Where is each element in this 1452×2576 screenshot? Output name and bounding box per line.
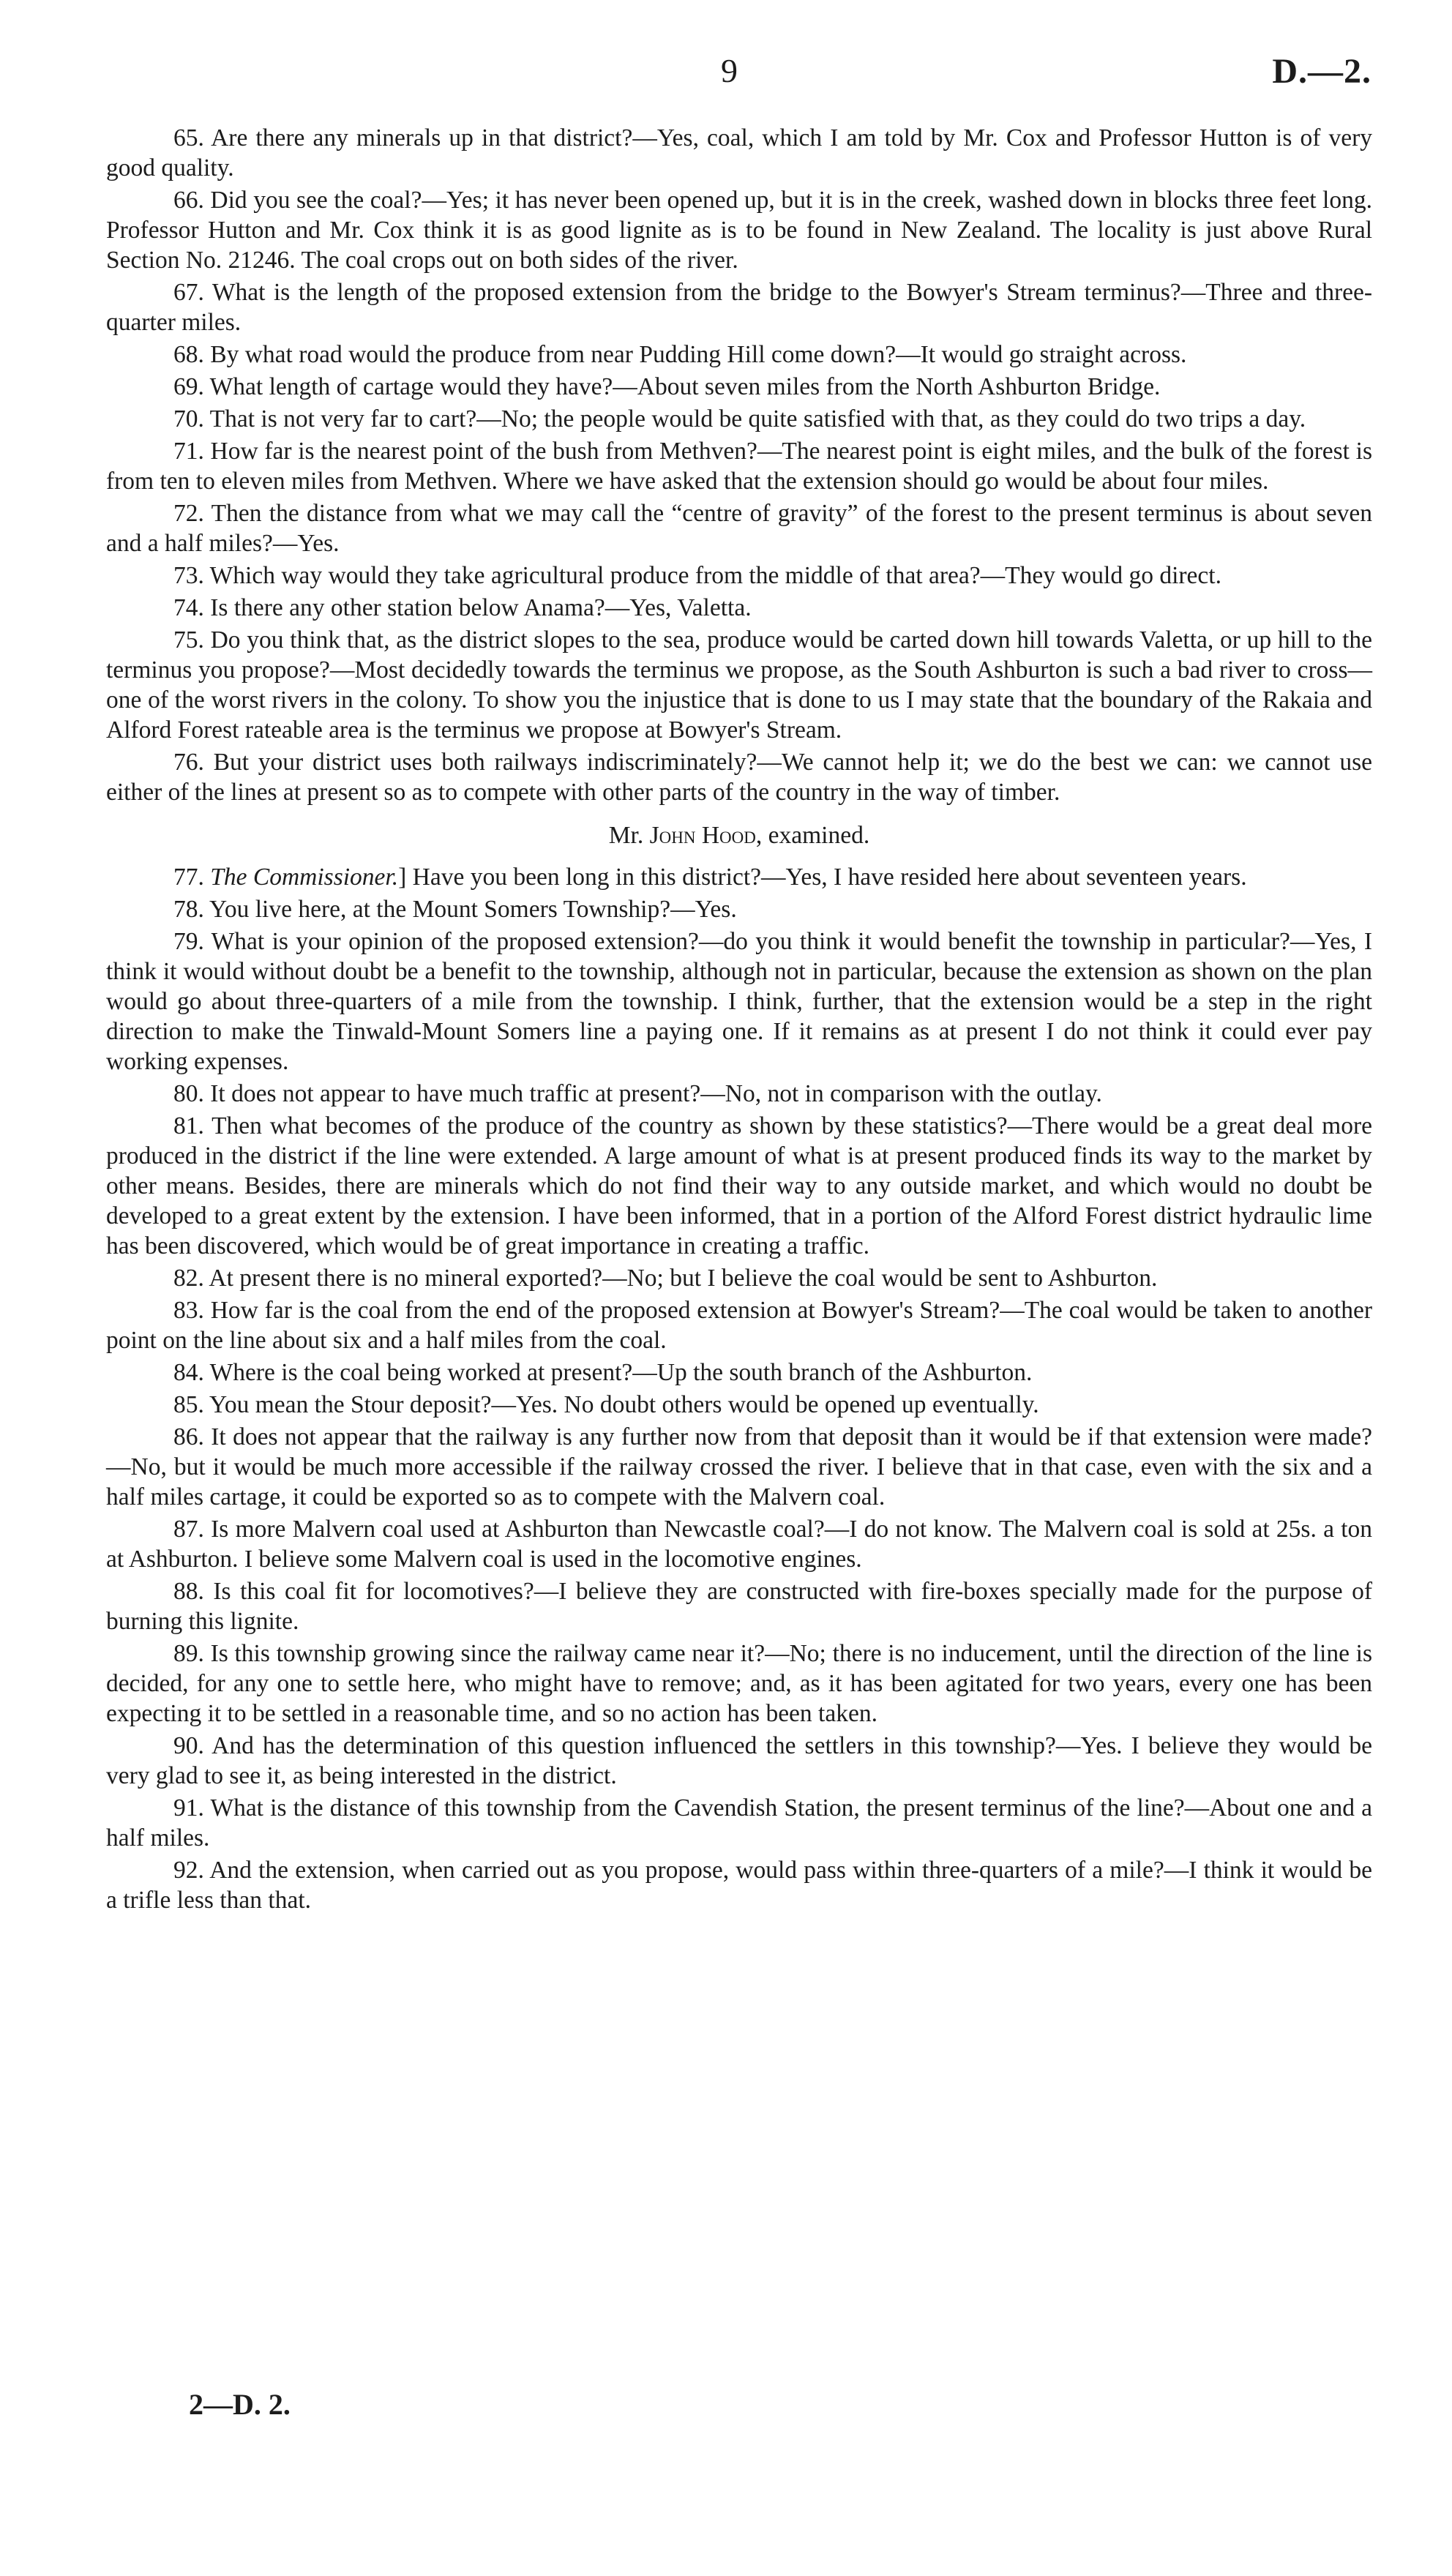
paragraphs-part-2 <box>106 894 1372 1915</box>
question-paragraph: 72. Then the distance from what we may call the “centre of gravity” of the forest to the present terminus is about seven and a half miles?—Yes. <box>106 500 1372 557</box>
q77-number: 77. <box>173 864 211 891</box>
question-paragraph: 78. You live here, at the Mount Somers Township?—Yes. <box>173 896 737 923</box>
paragraphs-part-1 <box>106 123 1372 807</box>
question-paragraph: 87. Is more Malvern coal used at Ashburton than Newcastle coal?—I do not know. The Malvern coal is sold at 25s. a ton at Ashburton. I believe some Malvern coal is used in the locomotive engines. <box>106 1516 1372 1573</box>
question-paragraph: 84. Where is the coal being worked at present?—Up the south branch of the Ashburton. <box>173 1359 1033 1386</box>
question-paragraph: 67. What is the length of the proposed extension from the bridge to the Bowyer's Stream terminus?—Three and three-quarter miles. <box>106 279 1372 336</box>
witness-name: John Hood <box>649 822 756 849</box>
paragraph-q77 <box>106 862 1372 892</box>
question-paragraph: 66. Did you see the coal?—Yes; it has never been opened up, but it is in the creek, washed down in blocks three feet long. Professor Hutton and Mr. Cox think it is as good lignite as is to be found in New Zealand. The locality is just above Rural Section No. 21246. The coal crops out on both sides of the river. <box>106 187 1372 274</box>
question-paragraph: 90. And has the determination of this question influenced the settlers in this township?—Yes. I believe they would be very glad to see it, as being interested in the district. <box>106 1732 1372 1789</box>
question-paragraph: 71. How far is the nearest point of the bush from Methven?—The nearest point is eight miles, and the bulk of the forest is from ten to eleven miles from Methven. Where we have asked that the extension should go would be about four miles. <box>106 438 1372 495</box>
question-paragraph: 89. Is this township growing since the railway came near it?—No; there is no inducement, until the direction of the line is decided, for any one to settle here, who might have to remove; and, as it has been agitated for two years, every one has been expecting it to be settled in a reasonable time, and so no action has been taken. <box>106 1640 1372 1727</box>
question-paragraph: 69. What length of cartage would they have?—About seven miles from the North Ashburton Bridge. <box>173 373 1161 400</box>
question-paragraph: 81. Then what becomes of the produce of the country as shown by these statistics?—There would be a great deal more produced in the district if the line were extended. A large amount of what is at present produced finds its way to the market by other means. Besides, there are minerals which do not find their way to any outside market, and which would no doubt be developed to a great extent by the extension. I have been informed, that in a portion of the Alford Forest district hydraulic lime has been discovered, which would be of great importance in creating a traffic. <box>106 1112 1372 1259</box>
section-heading <box>106 820 1372 850</box>
question-paragraph: 85. You mean the Stour deposit?—Yes. No doubt others would be opened up eventually. <box>173 1391 1039 1418</box>
document-body <box>106 123 1372 1917</box>
q77-text: ] Have you been long in this district?—Yes, I have resided here about seventeen years. <box>398 864 1247 891</box>
question-paragraph: 74. Is there any other station below Anama?—Yes, Valetta. <box>173 594 752 621</box>
document-reference: D.—2. <box>1272 52 1371 91</box>
question-paragraph: 73. Which way would they take agricultural produce from the middle of that area?—They would go direct. <box>173 562 1221 589</box>
question-paragraph: 68. By what road would the produce from near Pudding Hill come down?—It would go straight across. <box>173 341 1187 368</box>
page-number: 9 <box>721 52 738 89</box>
question-paragraph: 76. But your district uses both railways indiscriminately?—We cannot help it; we do the best we can: we cannot use either of the lines at present so as to compete with other parts of the country in the way of timber. <box>106 749 1372 806</box>
question-paragraph: 70. That is not very far to cart?—No; the people would be quite satisfied with that, as they could do two trips a day. <box>173 405 1306 433</box>
signature-mark: 2—D. 2. <box>189 2388 291 2421</box>
question-paragraph: 80. It does not appear to have much traffic at present?—No, not in comparison with the outlay. <box>173 1080 1102 1107</box>
question-paragraph: 86. It does not appear that the railway is any further now from that deposit than it would be if that extension were made?—No, but it would be much more accessible if the railway crossed the river. I believe that in that case, even with the six and a half miles cartage, it could be exported so as to compete with the Malvern coal. <box>106 1423 1372 1510</box>
question-paragraph: 83. How far is the coal from the end of the proposed extension at Bowyer's Stream?—The coal would be taken to another point on the line about six and a half miles from the coal. <box>106 1297 1372 1354</box>
heading-suffix: , examined. <box>755 822 870 849</box>
page-header <box>0 51 1452 102</box>
question-paragraph: 92. And the extension, when carried out as you propose, would pass within three-quarters of a mile?—I think it would be a trifle less than that. <box>106 1857 1372 1914</box>
q77-speaker: The Commissioner. <box>210 864 399 891</box>
question-paragraph: 75. Do you think that, as the district slopes to the sea, produce would be carted down hill towards Valetta, or up hill to the terminus you propose?—Most decidedly towards the terminus we propose, as the South Ashburton is such a bad river to cross—one of the worst rivers in the colony. To show you the injustice that is done to us I may state that the boundary of the Rakaia and Alford Forest rateable area is the terminus we propose at Bowyer's Stream. <box>106 626 1372 744</box>
question-paragraph: 88. Is this coal fit for locomotives?—I believe they are constructed with fire-boxes specially made for the purpose of burning this lignite. <box>106 1578 1372 1635</box>
question-paragraph: 91. What is the distance of this township from the Cavendish Station, the present terminus of the line?—About one and a half miles. <box>106 1794 1372 1852</box>
question-paragraph: 82. At present there is no mineral exported?—No; but I believe the coal would be sent to Ashburton. <box>173 1265 1158 1292</box>
question-paragraph: 65. Are there any minerals up in that district?—Yes, coal, which I am told by Mr. Cox and Professor Hutton is of very good quality. <box>106 124 1372 181</box>
heading-prefix: Mr. <box>608 822 650 849</box>
question-paragraph: 79. What is your opinion of the proposed extension?—do you think it would benefit the township in particular?—Yes, I think it would without doubt be a benefit to the township, although not in particular, because the extension as shown on the plan would go about three-quarters of a mile from the township. I think, further, that the extension would be a step in the right direction to make the Tinwald-Mount Somers line a paying one. If it remains as at present I do not think it could ever pay working expenses. <box>106 928 1372 1075</box>
